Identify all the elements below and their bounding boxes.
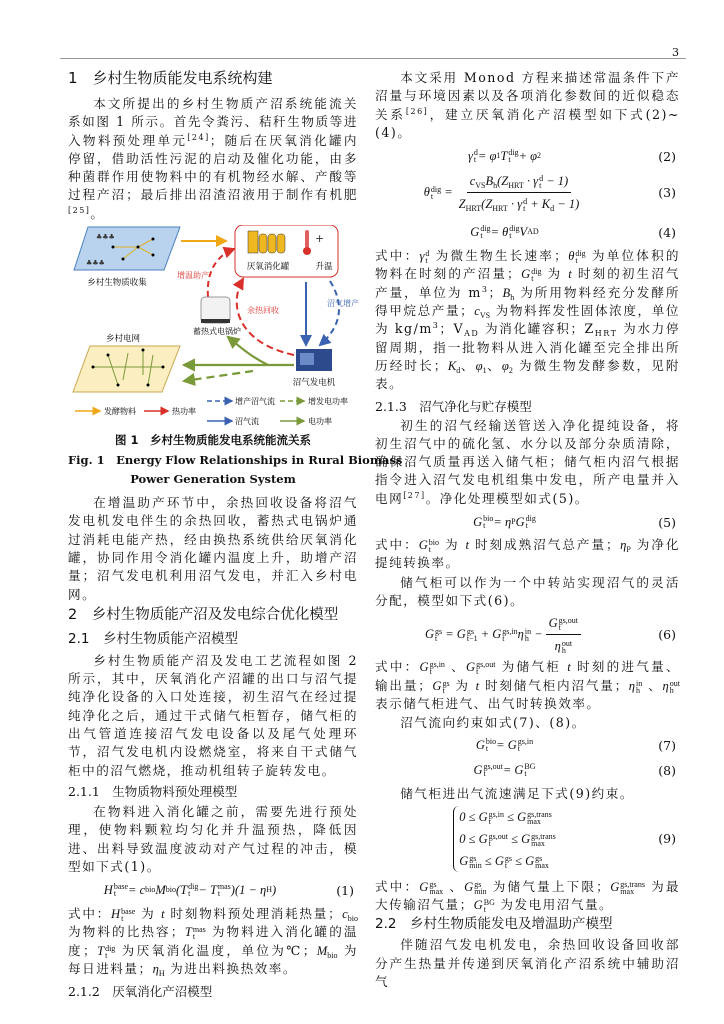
paragraph: 沼气流向约束如式(7)、(8)。 bbox=[400, 715, 586, 731]
header-rule bbox=[60, 58, 686, 59]
paragraph: 初生的沼气经输送管送入净化提纯设备，将初生沼气中的硫化氢、水分以及部分杂质清除，确保沼气质量再送入储气柜；储气柜内沼气根据指令进入沼气发电机组集中发电，所产电量并入电网[27]。净化处理模型如式(5)。 bbox=[375, 417, 680, 506]
figure-caption-en: Fig. 1 Energy Flow Relationships in Rural Biomass bbox=[68, 453, 403, 468]
equation-9-number: (9) bbox=[658, 831, 676, 847]
paragraph: 乡村生物质能产沼及发电工艺流程如图 2 所示，其中，厌氧消化产沼罐的出口与沼气提纯净化设备的入口处连接，初生沼气在经过提纯净化之后，通过干式储气柜暂存，储气柜的出气管道连接沼气发电设备以及尾气处理环节，沼气发电机内设燃烧室，将来自干式储气柜中的沼气燃烧，推动机组转子旋转发电。 bbox=[68, 652, 358, 778]
equation-6-number: (6) bbox=[658, 626, 676, 642]
paragraph: 在物料进入消化罐之前，需要先进行预处理，使物料颗粒均匀化并升温预热，降低因进、出料导致温度波动对产气过程的冲击，模型如下式(1)。 bbox=[68, 803, 358, 874]
equation-6 bbox=[375, 613, 680, 655]
page-number: 3 bbox=[672, 46, 679, 59]
equation-7-body: G bio t = G gs,in t bbox=[475, 737, 534, 754]
label-digester: 厌氧消化罐 bbox=[246, 262, 290, 273]
legend-extra-power: 增发电功率 bbox=[308, 397, 348, 407]
extra-power-arrow bbox=[184, 371, 253, 381]
section-2-1-3-heading: 2.1.3 沼气净化与贮存模型 bbox=[375, 398, 532, 414]
legend-heat: 热功率 bbox=[172, 407, 196, 417]
svg-text:♣♣♣: ♣♣♣ bbox=[96, 233, 115, 242]
equation-7 bbox=[375, 735, 680, 755]
equation-9-line: 0 ≤ G gs,in t ≤ G gs,trans max bbox=[459, 809, 552, 826]
equation-6-denominator: η out h bbox=[554, 638, 573, 655]
figure-caption-cn: 图 1 乡村生物质能发电系统能流关系 bbox=[114, 433, 311, 448]
label-boiler: 蓄热式电锅炉 bbox=[193, 327, 241, 337]
label-boost-heat: 增温助产 bbox=[177, 271, 209, 281]
legend-extra-gas: 增产沼气流 bbox=[235, 397, 275, 407]
equation-8-number: (8) bbox=[658, 762, 676, 778]
paragraph: 储气柜可以作为一个中转站实现沼气的灵活分配，模型如下式(6)。 bbox=[375, 574, 680, 608]
equation-2-body: γ d t = φ 1 T dig t + φ 2 bbox=[467, 148, 542, 165]
equation-2-number: (2) bbox=[658, 148, 676, 164]
legend-ferment: 发酵物料 bbox=[104, 407, 136, 417]
equation-6-fraction bbox=[546, 614, 581, 655]
label-grid: 乡村电网 bbox=[105, 334, 141, 345]
paragraph: 本文采用 Monod 方程来描述常温条件下产沼量与环境因素以及各项消化参数间的近似稳态关系[26]，建立厌氧消化产沼模型如下式(2)~(4)。 bbox=[375, 70, 680, 140]
equation-9-line: 0 ≤ G gs,out t ≤ G gs,trans max bbox=[459, 831, 556, 848]
equation-3-denominator: $Z_{HRT}(Z_{HRT} \cdot \gamma$ d t + $K_d - 1$) bbox=[458, 196, 580, 213]
paragraph: 式中：γ d t 为微生物生长速率；θ dig t 为单位体积的物料在时刻的产沼量；G dig t 为 t 时刻的初生沼气产量，单位为 $m^3$；$B_h$ 为所用物料经充分发酵所得甲烷总产量；$c_{VS}$ 为物料挥发性固体浓度，单位为 $kg/m^3$；$V_{AD}$ 为消化罐容积；$Z_{HRT}$ 为水力停留周期，指一批物料从进入消化罐至完全排出所历经时长；$K_d$、$\varphi_1$、$\varphi_2$ 为微生物发酵参数，见附表。 bbox=[375, 248, 681, 392]
equation-9 bbox=[375, 806, 680, 872]
section-2-1-heading: 2.1 乡村生物质能产沼模型 bbox=[68, 630, 238, 647]
equation-8 bbox=[375, 760, 680, 780]
legend-gas: 沼气流 bbox=[235, 417, 259, 427]
legend bbox=[75, 396, 348, 426]
paragraph: 式中：G gs,in t 、G gs,out t 为储气柜 t 时刻的进气量、输出量；G gs t 为 t 时刻储气柜内沼气量；η in h 、η out h 表示储气柜进气、出气时转换效率。 bbox=[375, 659, 680, 711]
equation-4 bbox=[375, 222, 680, 242]
energy-flow-diagram bbox=[68, 225, 368, 430]
paragraph: 在增温助产环节中，余热回收设备将沼气发电机发电伴生的余热回收，蓄热式电锅炉通过消耗电能产热，经由换热系统供给厌氧消化罐，协同作用令消化罐内温度上升，助增产沼量；沼气发电机利用沼气发电，并汇入乡村电网。 bbox=[68, 495, 358, 602]
equation-3-numerator: $c_{VS}B_h(Z_{HRT} \cdot \gamma$ d t − 1) bbox=[467, 172, 572, 193]
left-column bbox=[68, 69, 403, 1001]
figure-1 bbox=[68, 225, 368, 430]
equation-1-body: H base t = c bio M bio (T dig t − T mas t )(1 − η H ) bbox=[103, 882, 277, 899]
equation-9-line: G gs min ≤ G gs t ≤ G gs max bbox=[459, 853, 549, 870]
equation-6-numerator: G gs,out t bbox=[546, 614, 581, 635]
label-waste-heat: 余热回收 bbox=[247, 306, 279, 316]
section-1-heading: 1 乡村生物质能发电系统构建 bbox=[68, 69, 273, 87]
power-to-boiler-arrow bbox=[228, 337, 268, 365]
biogas-generator-icon bbox=[296, 349, 332, 371]
section-2-1-2-heading: 2.1.2 厌氧消化产沼模型 bbox=[68, 984, 213, 1000]
equation-3-fraction bbox=[456, 172, 583, 213]
section-2-2-heading: 2.2 乡村生物质能发电及增温助产模型 bbox=[375, 916, 613, 933]
extra-gas-arrow bbox=[320, 281, 339, 345]
biomass-collection-panel bbox=[74, 227, 180, 270]
electric-boiler-icon bbox=[201, 297, 230, 323]
equation-1-number: (1) bbox=[336, 882, 354, 898]
heat-boost-arrow bbox=[208, 249, 234, 297]
equation-3 bbox=[375, 169, 680, 215]
paragraph: 式中：H base t 为 t 时刻物料预处理消耗热量；$c_{bio}$ 为物料的比热容；T mas t 为物料进入消化罐的温度；T dig t 为厌氧消化温度，单位为℃；$M_{bio}$ 为每日进料量；$\eta_H$ 为进出料换热效率。 bbox=[68, 906, 358, 979]
equation-3-number: (3) bbox=[658, 184, 676, 200]
equation-4-number: (4) bbox=[658, 224, 676, 240]
paragraph: 储气柜进出气流速满足下式(9)约束。 bbox=[400, 786, 634, 802]
legend-power: 电功率 bbox=[308, 417, 332, 427]
equation-8-body: G gs,out t = G BG t bbox=[473, 762, 536, 779]
waste-heat-arrow bbox=[237, 279, 294, 355]
equation-1 bbox=[68, 879, 358, 901]
paragraph: 本文所提出的乡村生物质产沼系统能流关系如图 1 所示。首先令粪污、秸秆生物质等进入物料预处理单元[24]；随后在厌氧消化罐内停留，借助活性污泥的启动及催化功能，由多种菌群作用使物料中的有机物经水解、产酸等过程产沼；最后排出沼渣沼液用于制作有机肥[25]。 bbox=[68, 96, 359, 221]
equation-4-body: G dig t = θ dig t V AD bbox=[470, 224, 539, 241]
paragraph: 式中：G bio t 为 t 时刻成熟沼气总产量；$\eta_P$ 为净化提纯转换率。 bbox=[375, 537, 681, 571]
equation-2 bbox=[375, 146, 680, 166]
section-2-heading: 2 乡村生物质能产沼及发电综合优化模型 bbox=[68, 606, 339, 623]
svg-text:+: + bbox=[315, 232, 325, 246]
label-collection: 乡村生物质收集 bbox=[87, 278, 147, 289]
label-generator: 沼气发电机 bbox=[292, 378, 336, 389]
rural-grid-panel bbox=[73, 346, 180, 392]
paragraph: 伴随沼气发电机发电，余热回收设备回收部分产生热量并传递到厌氧消化产沼系统中辅助沼气 bbox=[375, 937, 680, 989]
equation-3-lhs: θ dig t = bbox=[423, 185, 453, 202]
svg-text:♣♣♣: ♣♣♣ bbox=[86, 259, 105, 268]
label-gas-boost: 沼气增产 bbox=[327, 299, 359, 309]
equation-9-cases bbox=[453, 806, 556, 872]
equation-5-number: (5) bbox=[658, 514, 676, 530]
right-column bbox=[375, 69, 680, 991]
figure-caption-en-2: Power Generation System bbox=[130, 472, 296, 487]
equation-7-number: (7) bbox=[658, 737, 676, 753]
section-2-1-1-heading: 2.1.1 生物质物料预处理模型 bbox=[68, 783, 238, 799]
equation-5-body: G bio t = η P G dig t bbox=[473, 514, 536, 531]
equation-5 bbox=[375, 512, 680, 532]
paragraph: 式中：G gs max 、G gs min 为储气量上下限；G gs,trans max 为最大传输沼气量；G BG t 为发电用沼气量。 bbox=[375, 878, 680, 915]
equation-6-lhs: G gs t = G gs t−1 + G gs,in t η in h − bbox=[424, 627, 543, 644]
label-heating: 升温 bbox=[315, 262, 333, 273]
